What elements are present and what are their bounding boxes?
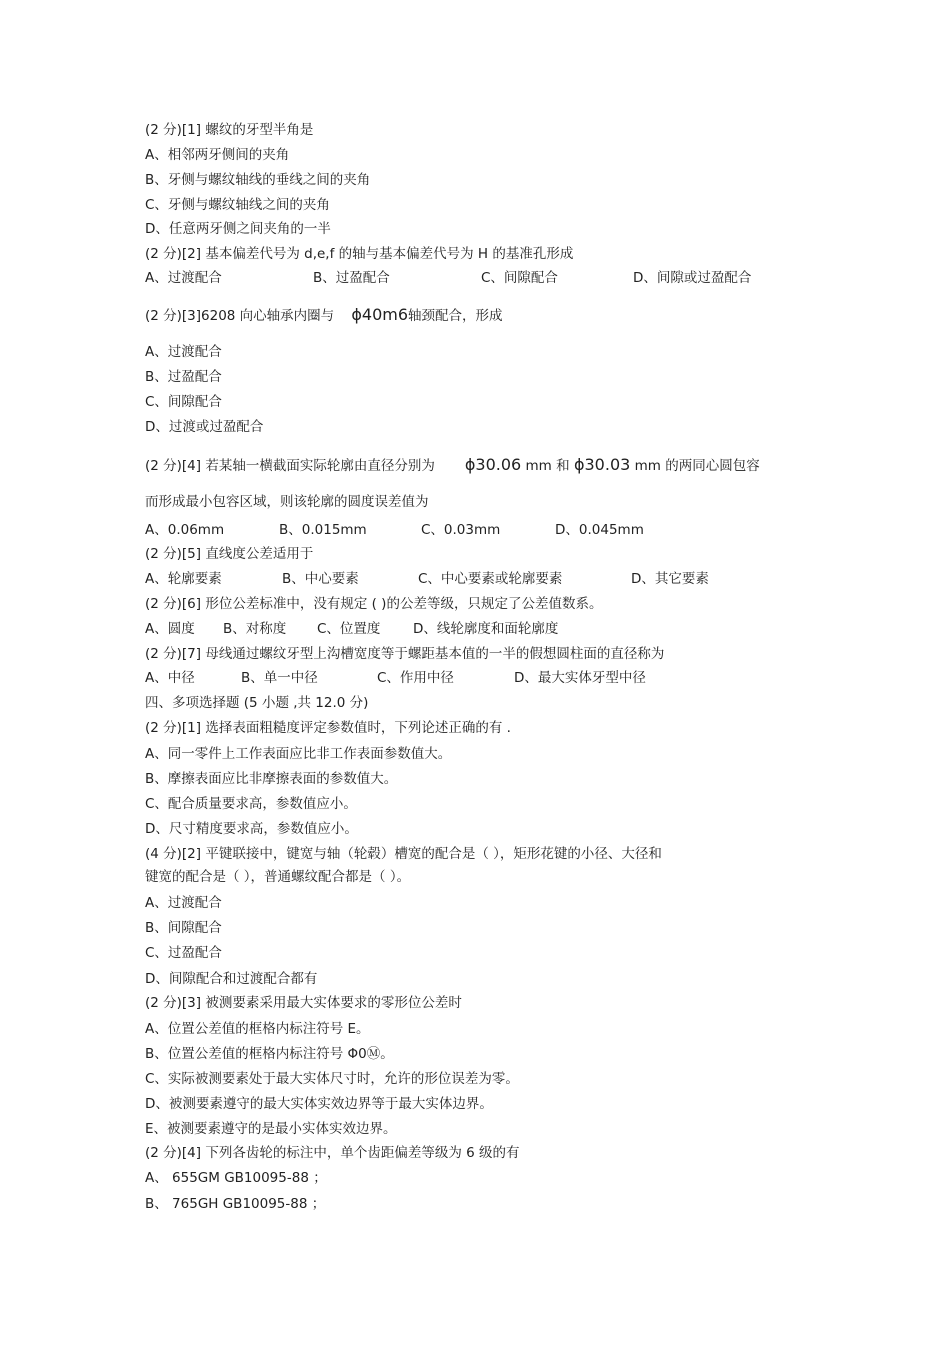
q3-symbol: ϕ40m6 <box>351 305 409 324</box>
q4-diameter-2: ϕ30.03 <box>573 455 631 474</box>
q1-option-c: C、牙侧与螺纹轴线之间的夹角 <box>145 197 330 213</box>
q1-stem: (2 分)[1] 螺纹的牙型半角是 <box>145 122 314 138</box>
q5-option-b: B、中心要素 <box>282 571 359 587</box>
q5-option-a: A、轮廓要素 <box>145 571 222 587</box>
q1-option-d: D、任意两牙侧之间夹角的一半 <box>145 221 331 237</box>
q2-option-a: A、过渡配合 <box>145 270 222 286</box>
q3-option-a: A、过渡配合 <box>145 344 222 360</box>
q2-option-b: B、过盈配合 <box>313 270 390 286</box>
q7-option-d: D、最大实体牙型中径 <box>514 670 646 686</box>
q4-option-b: B、0.015mm <box>279 522 367 538</box>
m1-option-d: D、尺寸精度要求高，参数值应小。 <box>145 821 358 837</box>
q6-option-b: B、对称度 <box>223 621 287 637</box>
q3-stem <box>145 307 503 324</box>
q3-option-c: C、间隙配合 <box>145 394 222 410</box>
m1-option-a: A、同一零件上工作表面应比非工作表面参数值大。 <box>145 746 452 762</box>
m3-option-d: D、被测要素遵守的最大实体实效边界等于最大实体边界。 <box>145 1096 493 1112</box>
q4-prefix: (2 分)[4] 若某轴一横截面实际轮廓由直径分别为 <box>145 458 435 474</box>
q7-options <box>145 670 646 686</box>
q3-suffix: 轴颈配合，形成 <box>408 308 503 324</box>
q4-option-a: A、0.06mm <box>145 522 225 538</box>
m3-option-e: E、被测要素遵守的是最小实体实效边界。 <box>145 1121 397 1137</box>
q1-option-b: B、牙侧与螺纹轴线的垂线之间的夹角 <box>145 172 371 188</box>
q3-option-d: D、过渡或过盈配合 <box>145 419 264 435</box>
q4-option-d: D、0.045mm <box>555 522 644 538</box>
q2-option-d: D、间隙或过盈配合 <box>633 270 752 286</box>
q4-options <box>145 522 644 538</box>
q1-option-a: A、相邻两牙侧间的夹角 <box>145 147 290 163</box>
m1-stem: (2 分)[1] 选择表面粗糙度评定参数值时，下列论述正确的有 . <box>145 720 511 736</box>
q4-and: 和 <box>556 458 570 474</box>
m4-option-b: B、 765GH GB10095-88 ； <box>145 1196 326 1212</box>
q6-option-a: A、圆度 <box>145 621 195 637</box>
m2-option-b: B、间隙配合 <box>145 920 222 936</box>
m2-option-c: C、过盈配合 <box>145 945 222 961</box>
q4-unit-2: mm <box>634 458 661 474</box>
q6-option-d: D、线轮廓度和面轮廓度 <box>413 621 559 637</box>
q4-stem <box>145 457 760 474</box>
q6-option-c: C、位置度 <box>317 621 381 637</box>
m4-option-a: A、 655GM GB10095-88 ； <box>145 1170 327 1186</box>
m2-option-d: D、间隙配合和过渡配合都有 <box>145 971 318 987</box>
q2-stem: (2 分)[2] 基本偏差代号为 d,e,f 的轴与基本偏差代号为 H 的基准孔形成 <box>145 246 574 262</box>
m4-stem: (2 分)[4] 下列各齿轮的标注中，单个齿距偏差等级为 6 级的有 <box>145 1145 520 1161</box>
q4-unit-1: mm <box>525 458 552 474</box>
q4-stem-line2: 而形成最小包容区域，则该轮廓的圆度误差值为 <box>145 494 429 510</box>
m1-option-c: C、配合质量要求高，参数值应小。 <box>145 796 357 812</box>
q6-stem: (2 分)[6] 形位公差标准中，没有规定 ( )的公差等级，只规定了公差值数系。 <box>145 596 603 612</box>
m2-stem-line2: 键宽的配合是（ ），普通螺纹配合都是（ ）。 <box>145 869 411 885</box>
q5-option-c: C、中心要素或轮廓要素 <box>418 571 563 587</box>
q7-option-b: B、单一中径 <box>241 670 318 686</box>
m3-option-c: C、实际被测要素处于最大实体尺寸时，允许的形位误差为零。 <box>145 1071 519 1087</box>
q7-option-a: A、中径 <box>145 670 195 686</box>
m1-option-b: B、摩擦表面应比非摩擦表面的参数值大。 <box>145 771 398 787</box>
q4-suffix: 的两同心圆包容 <box>665 458 760 474</box>
q5-stem: (2 分)[5] 直线度公差适用于 <box>145 546 314 562</box>
q3-prefix: (2 分)[3]6208 向心轴承内圈与 <box>145 308 335 324</box>
q2-options <box>145 270 751 286</box>
q7-stem: (2 分)[7] 母线通过螺纹牙型上沟槽宽度等于螺距基本值的一半的假想圆柱面的直径称为 <box>145 646 665 662</box>
m3-stem: (2 分)[3] 被测要素采用最大实体要求的零形位公差时 <box>145 995 462 1011</box>
q4-diameter-1: ϕ30.06 <box>464 455 522 474</box>
q5-option-d: D、其它要素 <box>631 571 709 587</box>
m3-option-a: A、位置公差值的框格内标注符号 E。 <box>145 1021 370 1037</box>
q4-option-c: C、0.03mm <box>421 522 501 538</box>
q2-option-c: C、间隙配合 <box>481 270 558 286</box>
q3-option-b: B、过盈配合 <box>145 369 222 385</box>
q7-option-c: C、作用中径 <box>377 670 454 686</box>
q5-options <box>145 571 709 587</box>
m2-option-a: A、过渡配合 <box>145 895 222 911</box>
m2-stem-line1: (4 分)[2] 平键联接中，键宽与轴（轮毂）槽宽的配合是（ ），矩形花键的小径、大径和 <box>145 846 662 862</box>
section-heading: 四、多项选择题 (5 小题 ,共 12.0 分) <box>145 695 369 711</box>
m3-option-b: B、位置公差值的框格内标注符号 Φ0Ⓜ。 <box>145 1046 394 1062</box>
q6-options <box>145 621 558 637</box>
